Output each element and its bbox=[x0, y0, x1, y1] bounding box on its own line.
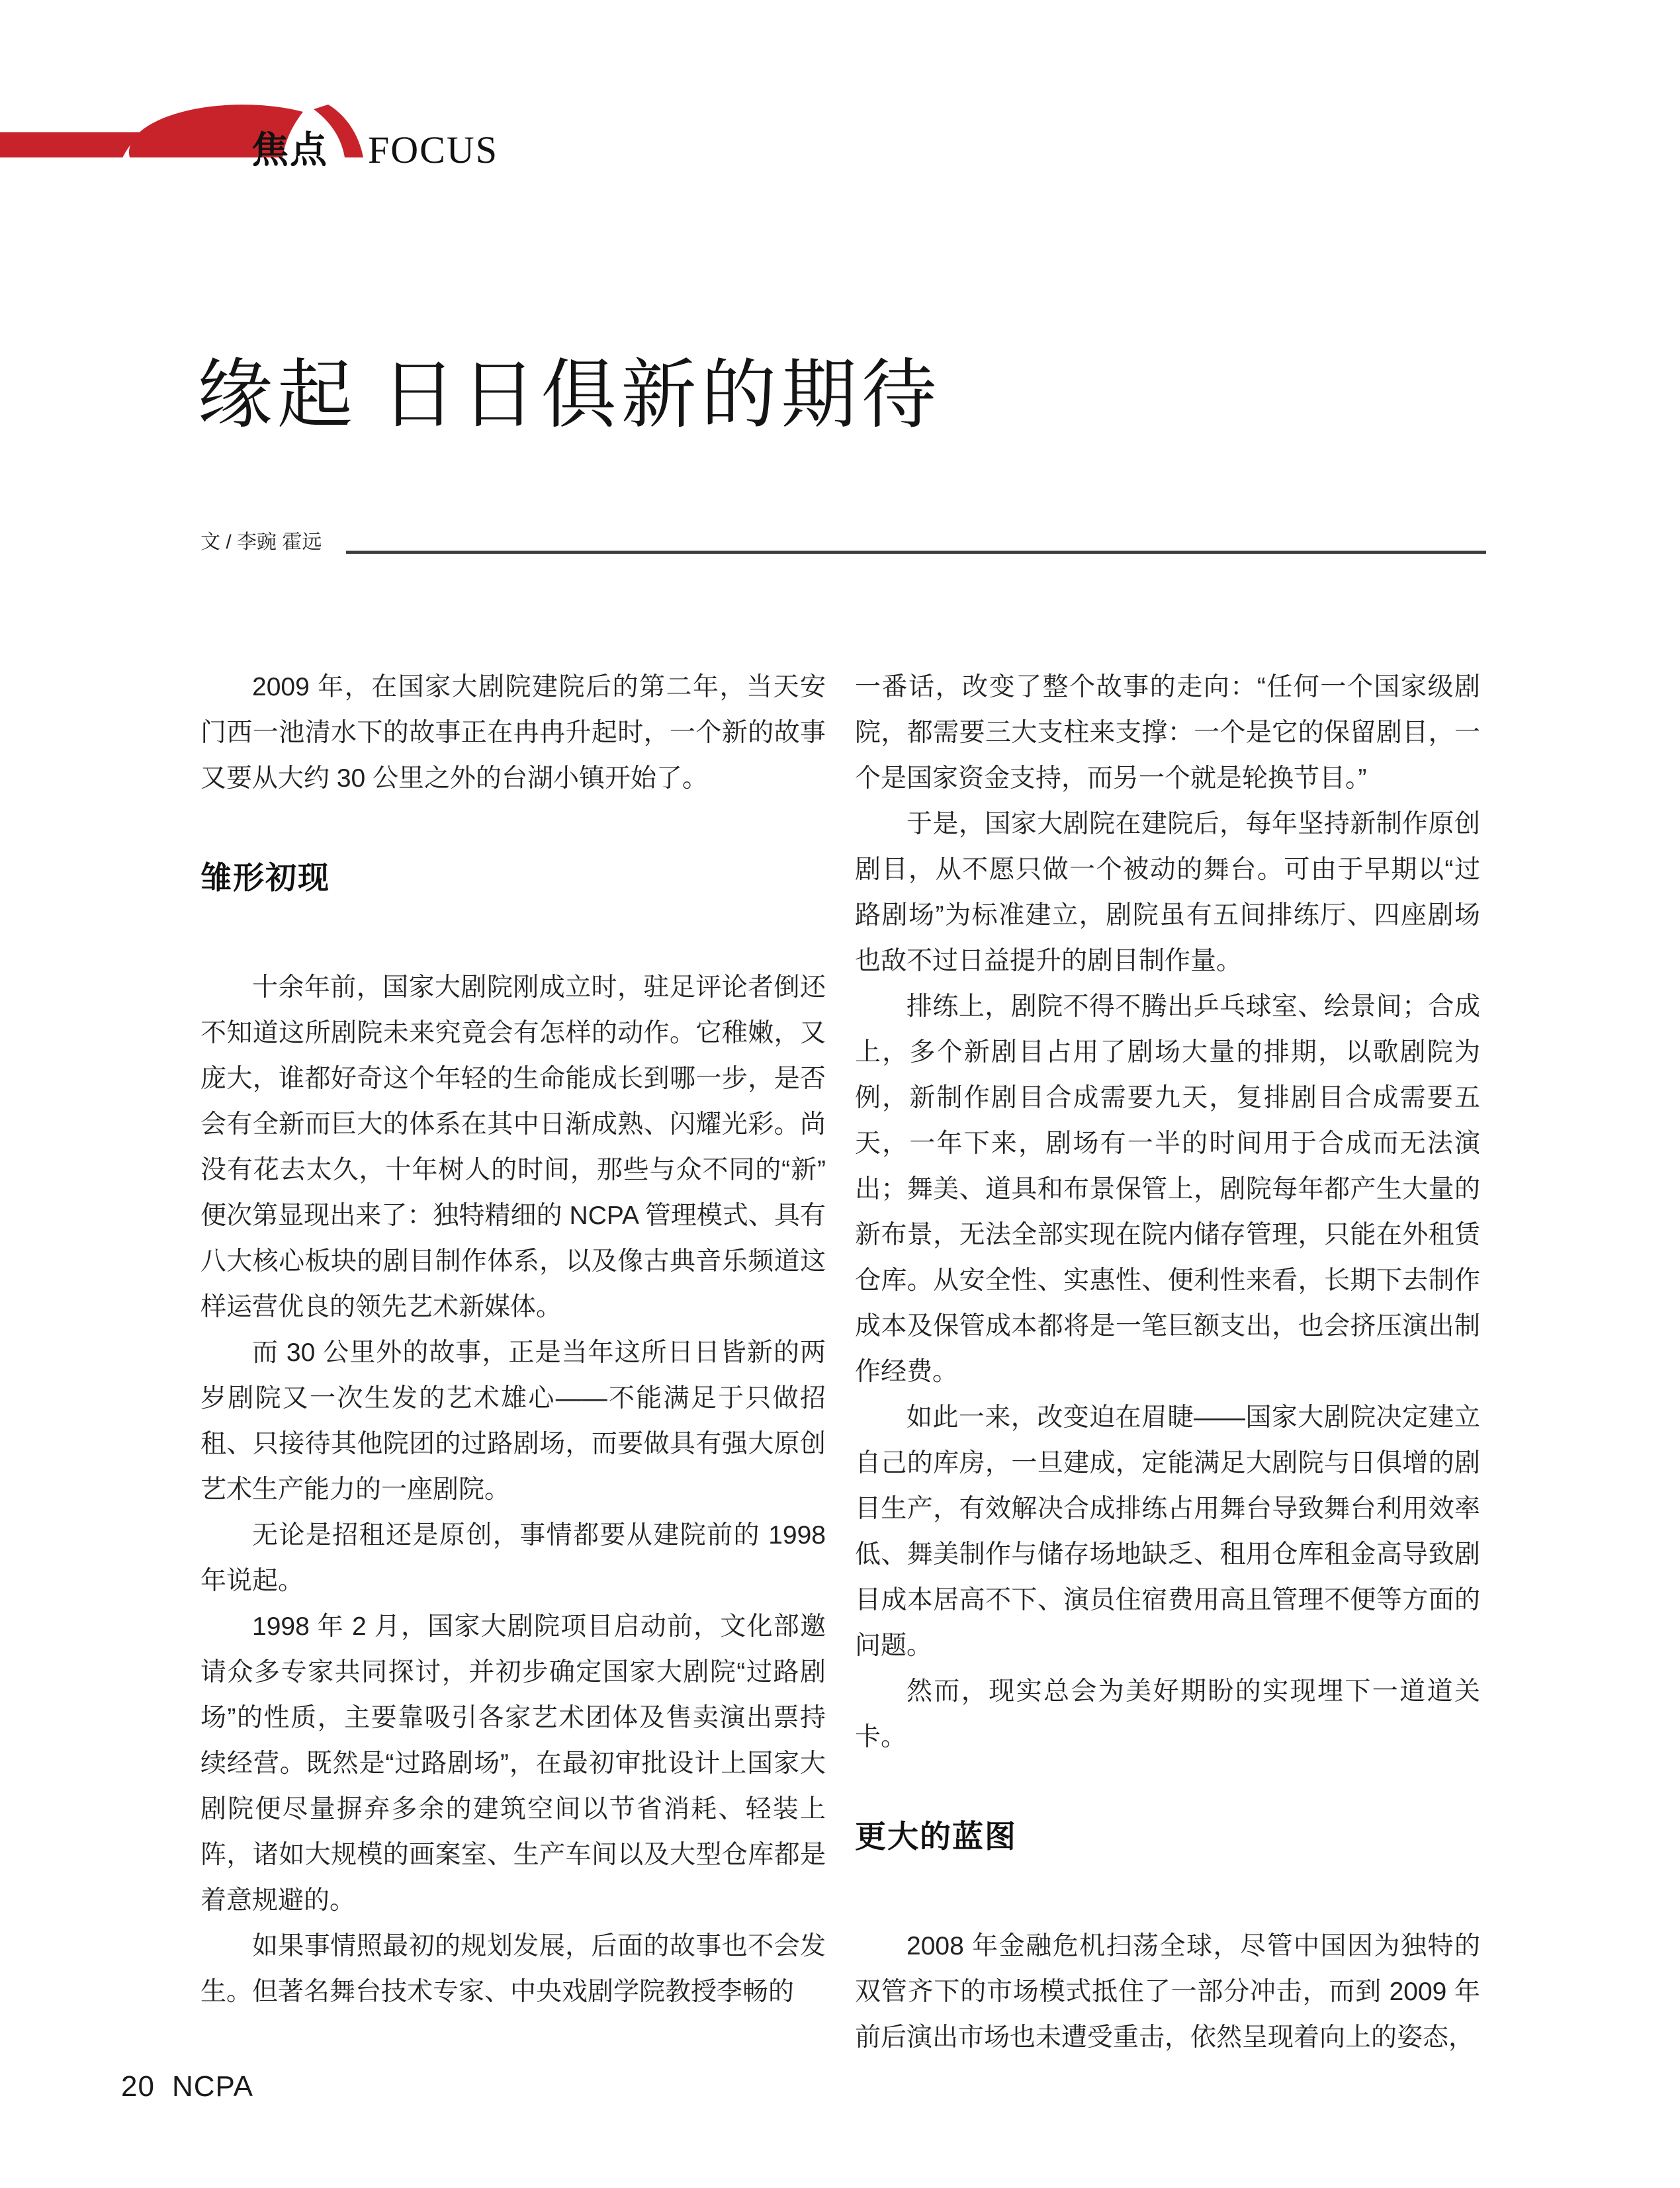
body-paragraph: 1998 年 2 月，国家大剧院项目启动前，文化部邀请众多专家共同探讨，并初步确定国家大剧院“过路剧场”的性质，主要靠吸引各家艺术团体及售卖演出票持续经营。既然是“过路剧场”，在最初审批设计上国家大剧院便尽量摒弃多余的建筑空间以节省消耗、轻装上阵，诸如大规模的画案室、生产车间以及大型仓库都是着意规避的。 bbox=[200, 1612, 826, 1915]
body-paragraph: 而 30 公里外的故事，正是当年这所日日皆新的两岁剧院又一次生发的艺术雄心——不能满足于只做招租、只接待其他院团的过路剧场，而要做具有强大原创艺术生产能力的一座剧院。 bbox=[200, 1338, 826, 1504]
section-heading: 更大的蓝图 bbox=[855, 1819, 1017, 1854]
body-paragraph: 十余年前，国家大剧院刚成立时，驻足评论者倒还不知道这所剧院未来究竟会有怎样的动作。它稚嫩，又庞大，谁都好奇这个年轻的生命能成长到哪一步，是否会有全新而巨大的体系在其中日渐成熟、闪耀光彩。尚没有花去太久，十年树人的时间，那些与众不同的“新”便次第显现出来了：独特精细的 NCPA 管理模式、具有八大核心板块的剧目制作体系，以及像古典音乐频道这样运营优良的领先艺术新媒体。 bbox=[200, 973, 826, 1321]
body-paragraph: 排练上，剧院不得不腾出乒乓球室、绘景间；合成上，多个新剧目占用了剧场大量的排期，以歌剧院为例，新制作剧目合成需要九天，复排剧目合成需要五天，一年下来，剧场有一半的时间用于合成而无法演出；舞美、道具和布景保管上，剧院每年都产生大量的新布景，无法全部实现在院内储存管理，只能在外租赁仓库。从安全性、实惠性、便利性来看，长期下去制作成本及保管成本都将是一笔巨额支出，也会挤压演出制作经费。 bbox=[855, 992, 1480, 1386]
body-paragraph: 如果事情照最初的规划发展，后面的故事也不会发生。但著名舞台技术专家、中央戏剧学院教授李畅的 bbox=[200, 1932, 826, 2006]
body-paragraph: 无论是招租还是原创，事情都要从建院前的 1998 年说起。 bbox=[200, 1521, 826, 1595]
magazine-brand: NCPA bbox=[171, 2070, 253, 2103]
byline: 文 / 李豌 霍远 bbox=[200, 531, 322, 553]
body-paragraph: 2008 年金融危机扫荡全球，尽管中国因为独特的双管齐下的市场模式抵住了一部分冲击，而到 2009 年前后演出市场也未遭受重击，依然呈现着向上的姿态， bbox=[855, 1932, 1480, 2052]
body-paragraph: 于是，国家大剧院在建院后，每年坚持新制作原创剧目，从不愿只做一个被动的舞台。可由于早期以“过路剧场”为标准建立，剧院虽有五间排练厅、四座剧场也敌不过日益提升的剧目制作量。 bbox=[855, 810, 1480, 975]
section-tag-en: FOCUS bbox=[368, 128, 498, 171]
section-tag-cn: 焦点 bbox=[251, 129, 328, 171]
focus-section-logo bbox=[0, 105, 516, 187]
body-paragraph: 2009 年，在国家大剧院建院后的第二年，当天安门西一池清水下的故事正在冉冉升起时，一个新的故事又要从大约 30 公里之外的台湖小镇开始了。 bbox=[200, 673, 826, 793]
body-paragraph: 如此一来，改变迫在眉睫——国家大剧院决定建立自己的库房，一旦建成，定能满足大剧院与日俱增的剧目生产，有效解决合成排练占用舞台导致舞台利用效率低、舞美制作与储存场地缺乏、租用仓库租金高导致剧目成本居高不下、演员住宿费用高且管理不便等方面的问题。 bbox=[855, 1403, 1480, 1660]
page-folio bbox=[121, 2070, 253, 2104]
body-paragraph: 然而，现实总会为美好期盼的实现埋下一道道关卡。 bbox=[855, 1677, 1480, 1751]
section-heading: 雏形初现 bbox=[200, 860, 330, 895]
article-title: 缘起 日日俱新的期待 bbox=[197, 353, 942, 437]
column-left bbox=[200, 664, 826, 2015]
page-number: 20 bbox=[121, 2070, 155, 2103]
column-right bbox=[855, 664, 1480, 2060]
body-paragraph: 一番话，改变了整个故事的走向：“任何一个国家级剧院，都需要三大支柱来支撑：一个是它的保留剧目，一个是国家资金支持，而另一个就是轮换节目。” bbox=[855, 673, 1480, 793]
byline-rule bbox=[346, 550, 1486, 554]
